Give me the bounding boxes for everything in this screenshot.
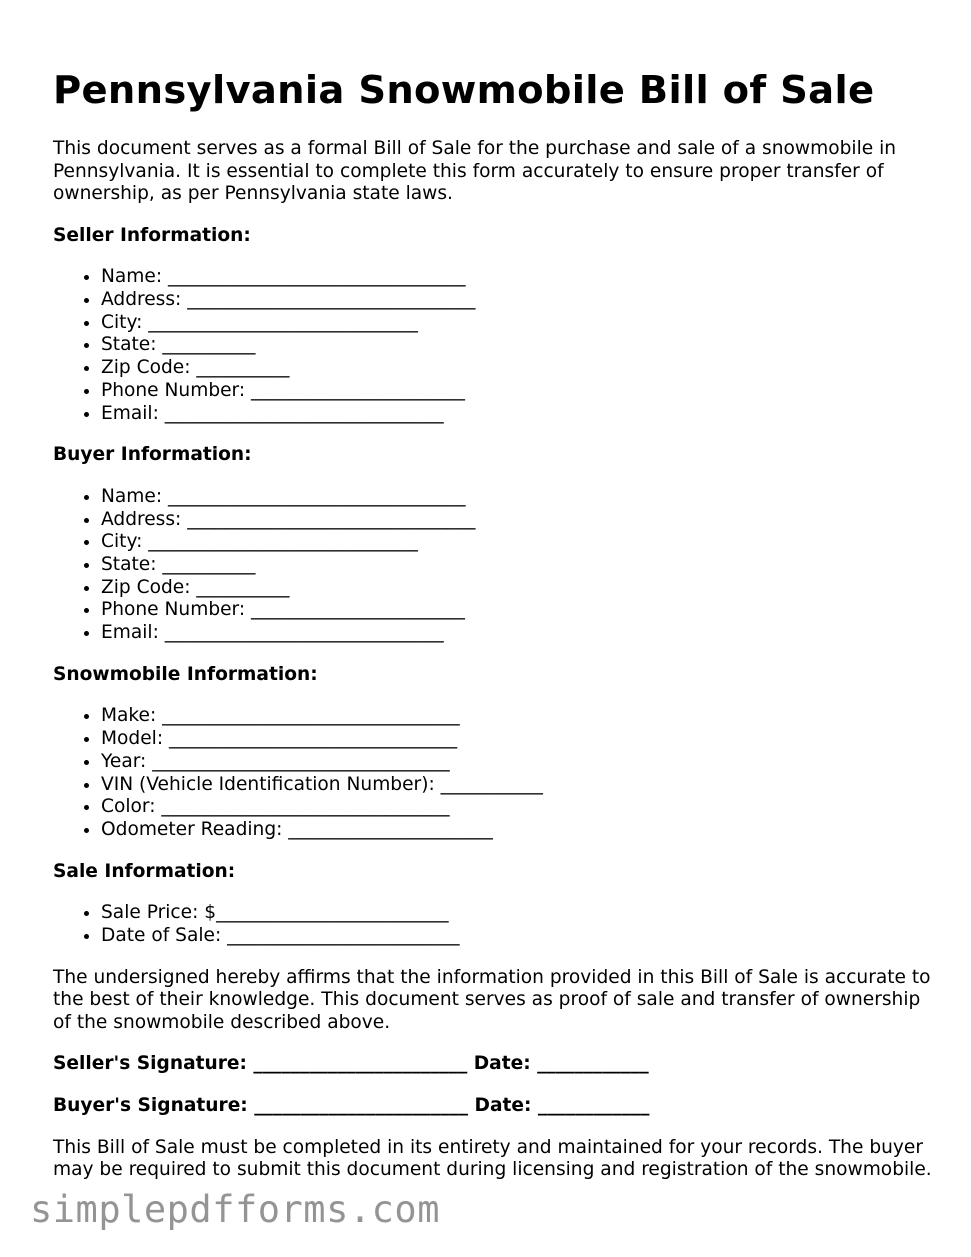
buyer-email-field: • Email: ______________________________ <box>101 622 933 645</box>
sale-price-field: • Sale Price: $_________________________ <box>101 902 933 925</box>
buyer-phone-field: • Phone Number: _______________________ <box>101 599 933 622</box>
sale-date-field: • Date of Sale: _________________________ <box>101 925 933 948</box>
seller-name-field: • Name: ________________________________ <box>101 266 933 289</box>
seller-heading: Seller Information: <box>53 224 251 246</box>
buyer-zip-field: • Zip Code: __________ <box>101 577 933 600</box>
buyer-name-field: • Name: ________________________________ <box>101 486 933 509</box>
intro-paragraph: This document serves as a formal Bill of Sale for the purchase and sale of a snowmobile in Pennsylvania. It is essential to complete this form accurately to ensure proper transfer of ownership, as per Pennsylvania state laws. <box>53 138 897 205</box>
bill-of-sale-document <box>53 62 933 1201</box>
snowmobile-heading: Snowmobile Information: <box>53 663 318 685</box>
seller-phone-field: • Phone Number: _______________________ <box>101 380 933 403</box>
snowmobile-fields-list <box>53 705 933 841</box>
buyer-fields-list <box>53 486 933 645</box>
document-title: Pennsylvania Snowmobile Bill of Sale <box>53 68 875 113</box>
seller-zip-field: • Zip Code: __________ <box>101 357 933 380</box>
snowmobile-odometer-field: • Odometer Reading: ______________________ <box>101 819 933 842</box>
sale-heading: Sale Information: <box>53 860 236 882</box>
buyer-address-field: • Address: _______________________________ <box>101 509 933 532</box>
buyer-state-field: • State: __________ <box>101 554 933 577</box>
seller-city-field: • City: _____________________________ <box>101 312 933 335</box>
snowmobile-year-field: • Year: ________________________________ <box>101 751 933 774</box>
snowmobile-make-field: • Make: ________________________________ <box>101 705 933 728</box>
buyer-heading: Buyer Information: <box>53 444 252 466</box>
seller-signature-line: Seller's Signature: _______________________ Date: ____________ <box>53 1053 649 1075</box>
affirmation-paragraph: The undersigned hereby affirms that the information provided in this Bill of Sale is accurate to the best of their knowledge. This document serves as proof of sale and transfer of ownership of the snowmobile described above. <box>53 966 931 1033</box>
closing-paragraph: This Bill of Sale must be completed in its entirety and maintained for your records. The buyer may be required to submit this document during licensing and registration of the snowmobile. <box>53 1136 932 1181</box>
seller-address-field: • Address: _______________________________ <box>101 289 933 312</box>
sale-fields-list <box>53 902 933 947</box>
seller-state-field: • State: __________ <box>101 334 933 357</box>
seller-email-field: • Email: ______________________________ <box>101 403 933 426</box>
buyer-signature-line: Buyer's Signature: _______________________ Date: ____________ <box>53 1095 650 1116</box>
snowmobile-color-field: • Color: _______________________________ <box>101 796 933 819</box>
watermark-text: simplepdfforms.com <box>30 1188 440 1231</box>
snowmobile-vin-field: • VIN (Vehicle Identification Number): ___________ <box>101 774 933 797</box>
buyer-city-field: • City: _____________________________ <box>101 531 933 554</box>
snowmobile-model-field: • Model: _______________________________ <box>101 728 933 751</box>
seller-fields-list <box>53 266 933 425</box>
